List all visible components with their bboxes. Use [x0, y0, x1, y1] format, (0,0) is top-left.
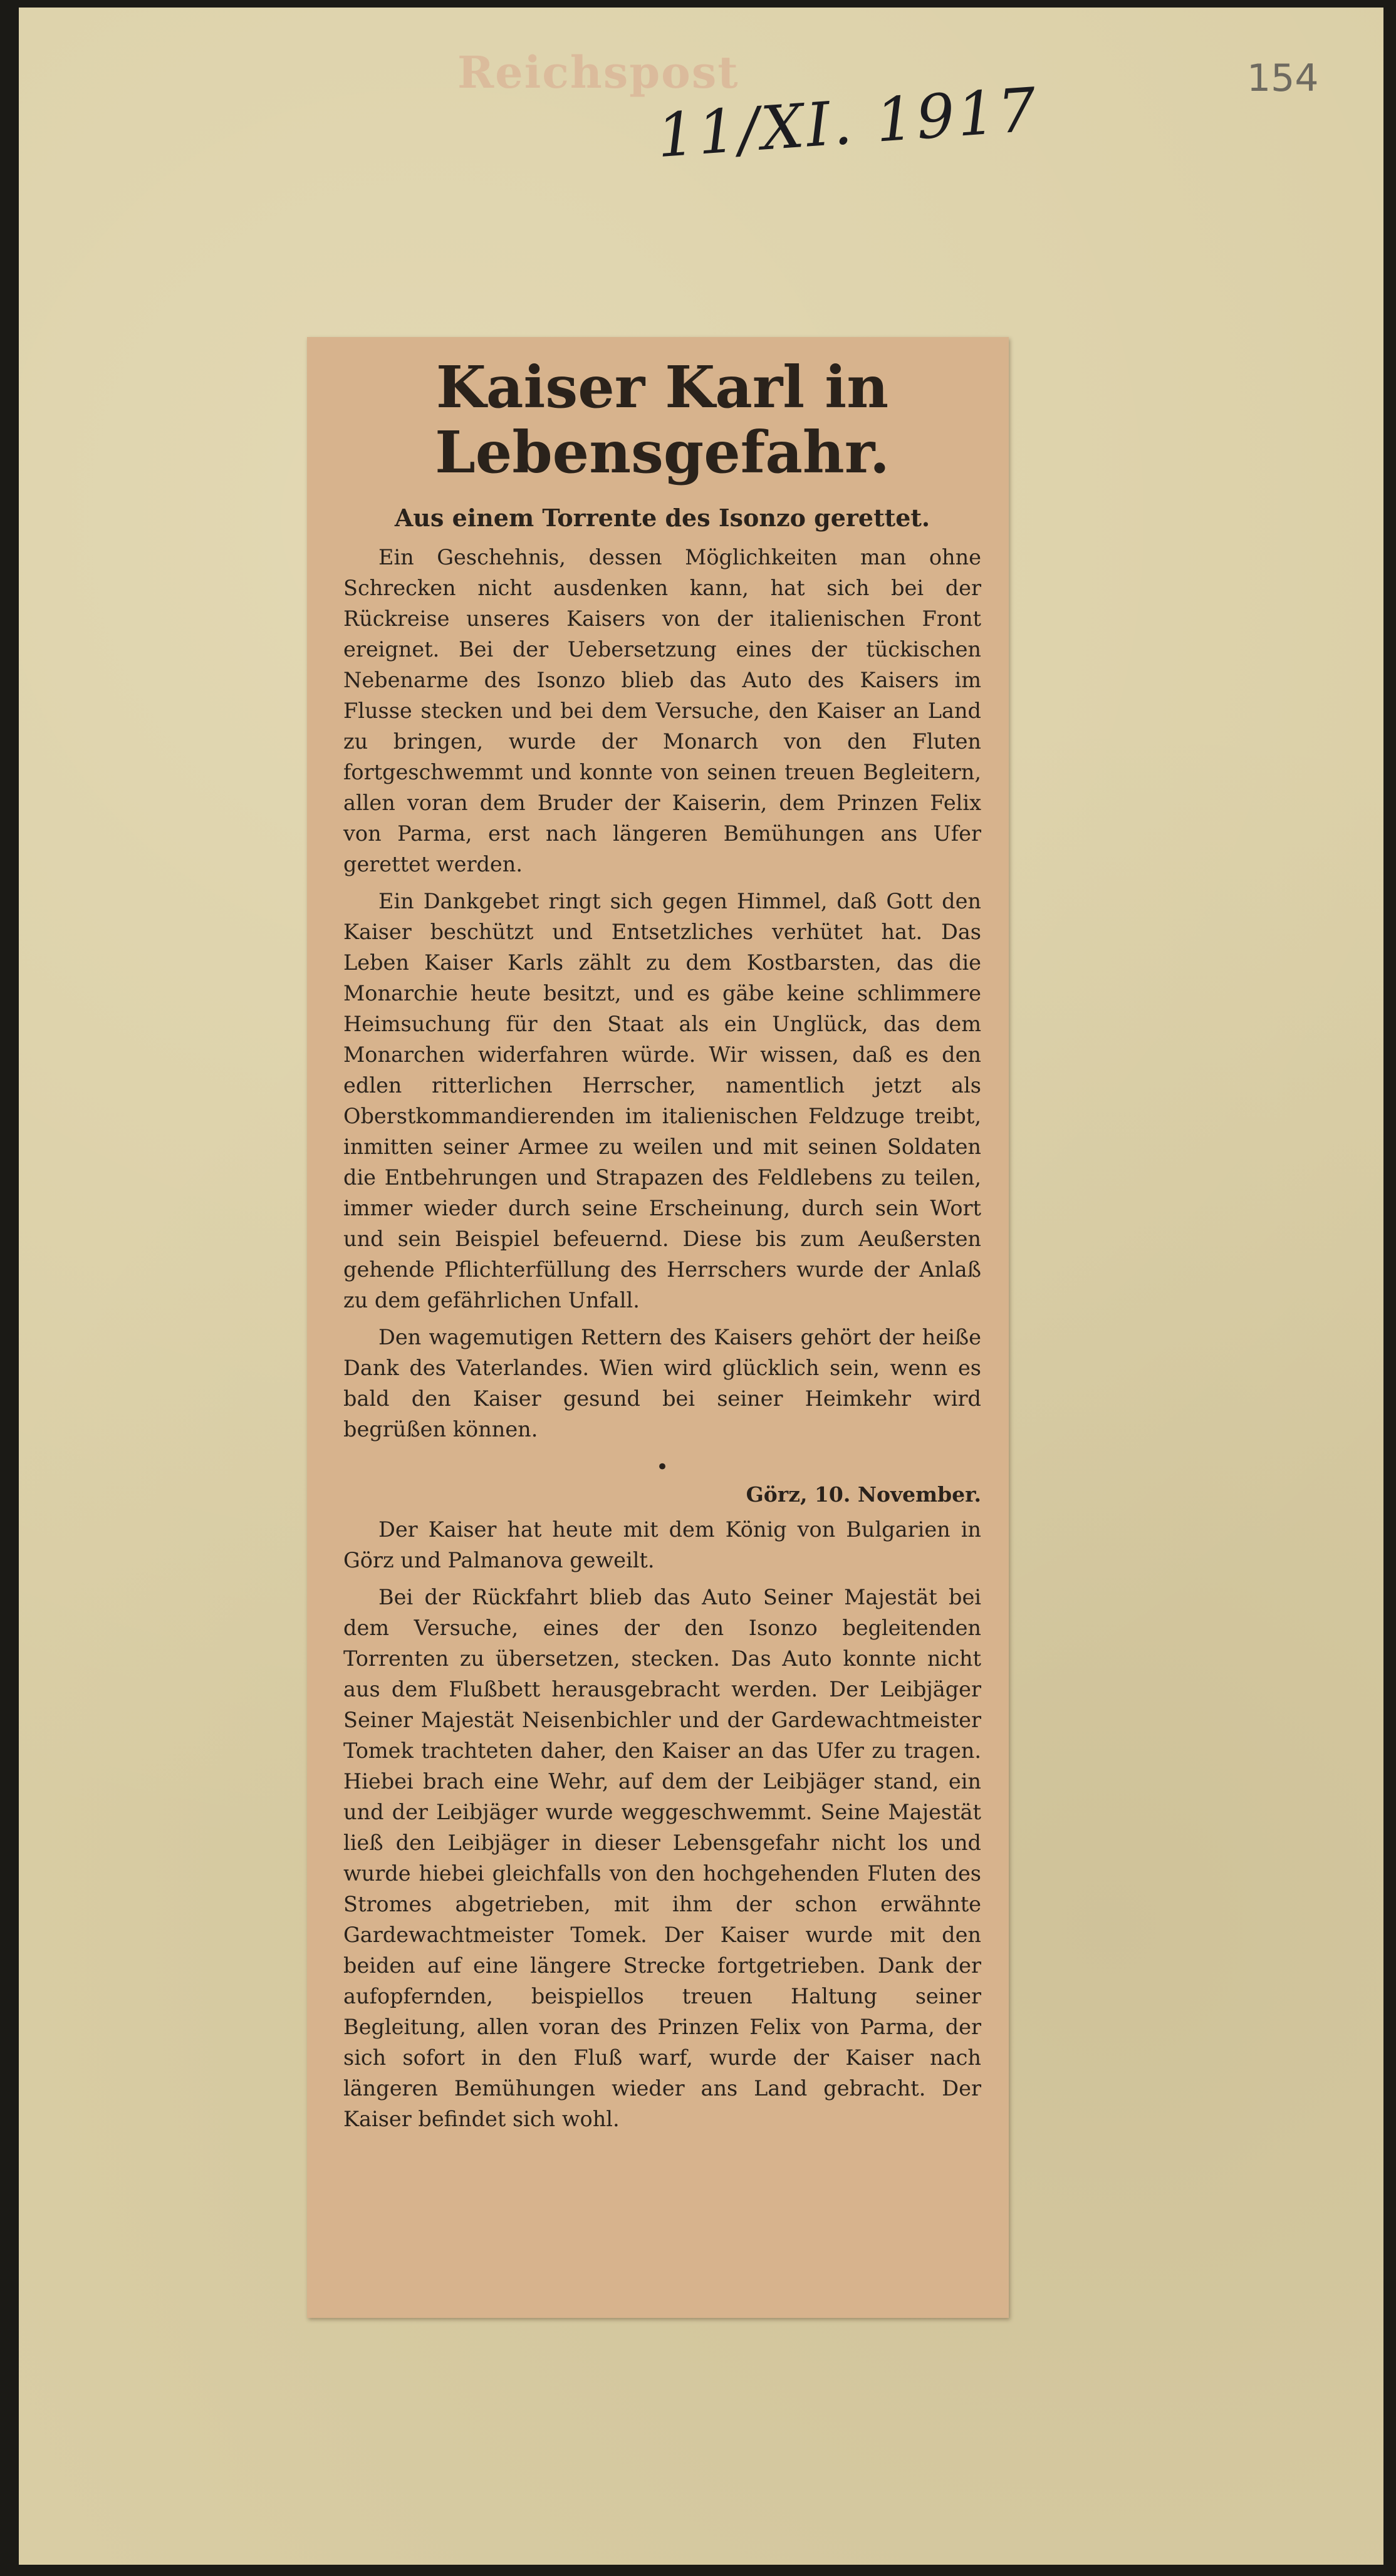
page-number: 154 — [1247, 56, 1319, 100]
article-subheadline: Aus einem Torrente des Isonzo gerettet. — [394, 504, 930, 532]
newspaper-clipping — [307, 337, 1009, 2318]
section-separator: • — [655, 1455, 669, 1480]
report-paragraph: Der Kaiser hat heute mit dem König von Bulgarien in Görz und Palmanova geweilt. — [343, 1517, 981, 1572]
article-paragraph: Den wagemutigen Rettern des Kaisers gehört der heiße Dank des Vaterlandes. Wien wird glücklich sein, wenn es bald den Kaiser gesund bei seiner Heimkehr wird begrüßen können. — [343, 1325, 981, 1441]
report-paragraph: Bei der Rückfahrt blieb das Auto Seiner Majestät bei dem Versuche, eines der den Isonzo begleitenden Torrenten zu übersetzen, stecken. Das Auto konnte nicht aus dem Flußbett herausgebracht werden. Der Leibjäger Seiner Majestät Neisenbichler und der Gardewachtmeister Tomek trachteten daher, den Kaiser an das Ufer zu tragen. Hiebei brach eine Wehr, auf dem der Leibjäger stand, ein und der Leibjäger wurde weggeschwemmt. Seine Majestät ließ den Leibjäger in dieser Lebensgefahr nicht los und wurde hiebei gleichfalls von den hochgehenden Fluten des Stromes abgetrieben, mit ihm der schon erwähnte Gardewachtmeister Tomek. Der Kaiser wurde mit den beiden auf eine längere Strecke fortgetrieben. Dank der aufopfernden, beispiellos treuen Haltung seiner Begleitung, allen voran des Prinzen Felix von Parma, der sich sofort in den Fluß warf, wurde der Kaiser nach längeren Bemühungen wieder ans Land gebracht. Der Kaiser befindet sich wohl. — [343, 1585, 981, 2131]
article-body — [343, 350, 981, 2141]
handwritten-date: 11/XI. 1917 — [654, 74, 1041, 172]
article-paragraph: Ein Geschehnis, dessen Möglichkeiten man ohne Schrecken nicht ausdenken kann, hat sich bei der Rückreise unseres Kaisers von der italienischen Front ereignet. Bei der Uebersetzung eines der tückischen Nebenarme des Isonzo blieb das Auto des Kaisers im Flusse stecken und bei dem Versuche, den Kaiser an Land zu bringen, wurde der Monarch von den Fluten fortgeschwemmt und konnte von seinen treuen Begleitern, allen voran dem Bruder der Kaiserin, dem Prinzen Felix von Parma, erst nach längeren Bemühungen ans Ufer gerettet werden. — [343, 545, 981, 876]
archive-sheet — [19, 8, 1383, 2565]
article-headline: Kaiser Karl in Lebensgefahr. — [435, 353, 890, 486]
report-dateline: Görz, 10. November. — [746, 1482, 981, 1507]
article-paragraph: Ein Dankgebet ringt sich gegen Himmel, daß Gott den Kaiser beschützt und Entsetzliches verhütet hat. Das Leben Kaiser Karls zählt zu dem Kostbarsten, das die Monarchie heute besitzt, und es gäbe keine schlimmere Heimsuchung für den Staat als ein Unglück, das dem Monarchen widerfahren würde. Wir wissen, daß es den edlen ritterlichen Herrscher, namentlich jetzt als Oberstkommandierenden im italienischen Feldzuge treibt, inmitten seiner Armee zu weilen und mit seinen Soldaten die Entbehrungen und Strapazen des Feldlebens zu teilen, immer wieder durch seine Erscheinung, durch sein Wort und sein Beispiel befeuernd. Diese bis zum Aeußersten gehende Pflichterfüllung des Herrschers wurde der Anlaß zu dem gefährlichen Unfall. — [343, 889, 981, 1312]
newspaper-stamp: Reichspost — [457, 46, 739, 98]
